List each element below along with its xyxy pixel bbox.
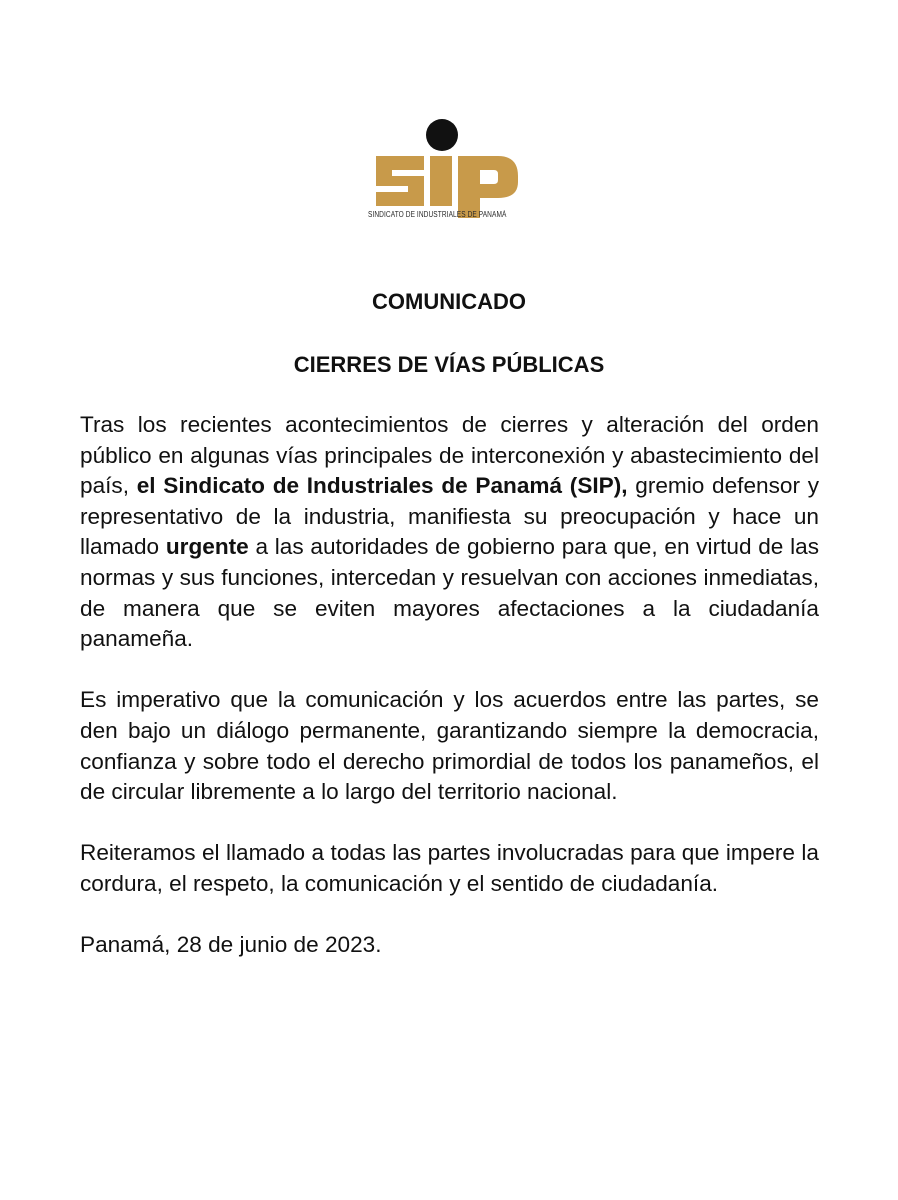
paragraph-3: Reiteramos el llamado a todas las partes involucradas para que impere la cordura, el respeto, la comunicación y el sentido de ciudadanía. <box>80 840 819 896</box>
paragraph-2: Es imperativo que la comunicación y los acuerdos entre las partes, se den bajo un diálogo permanente, garantizando siempre la democracia, confianza y sobre todo el derecho primordial de todos los panameños, el de circular libremente a lo largo del territorio nacional. <box>80 687 819 805</box>
paragraph-1-text-a: Tras los recientes acontecimientos de cierres y alteración del orden público en algunas vías principales de interconexión y abastecimiento del país, <box>80 412 819 499</box>
logo-dot <box>426 119 458 151</box>
paragraph-1-bold-b: urgente <box>165 534 249 560</box>
paragraph-1-text-b: gremio defensor y representativo de la industria, manifiesta su preocupación y hace un llamado <box>80 473 820 560</box>
document-title: COMUNICADO <box>372 289 526 314</box>
paragraph-1-bold-a: el Sindicato de Industriales de Panamá (SIP), <box>136 473 628 499</box>
closing-date: Panamá, 28 de junio de 2023. <box>80 932 382 958</box>
document-subtitle: CIERRES DE VÍAS PÚBLICAS <box>293 352 605 377</box>
document-body <box>80 410 819 991</box>
paragraph-1 <box>80 410 819 655</box>
logo-letter-s <box>376 156 424 206</box>
paragraph-1-text-c: a las autoridades de gobierno para que, en virtud de las normas y sus funciones, intercedan y resuelvan con acciones inmediatas, de manera que se eviten mayores afectaciones a la ciudadanía panameña. <box>80 534 819 652</box>
logo-letter-i <box>430 156 452 206</box>
logo-letter-p <box>458 156 518 218</box>
logo-subtitle: SINDICATO DE INDUSTRIALES DE PANAMÁ <box>368 210 507 219</box>
